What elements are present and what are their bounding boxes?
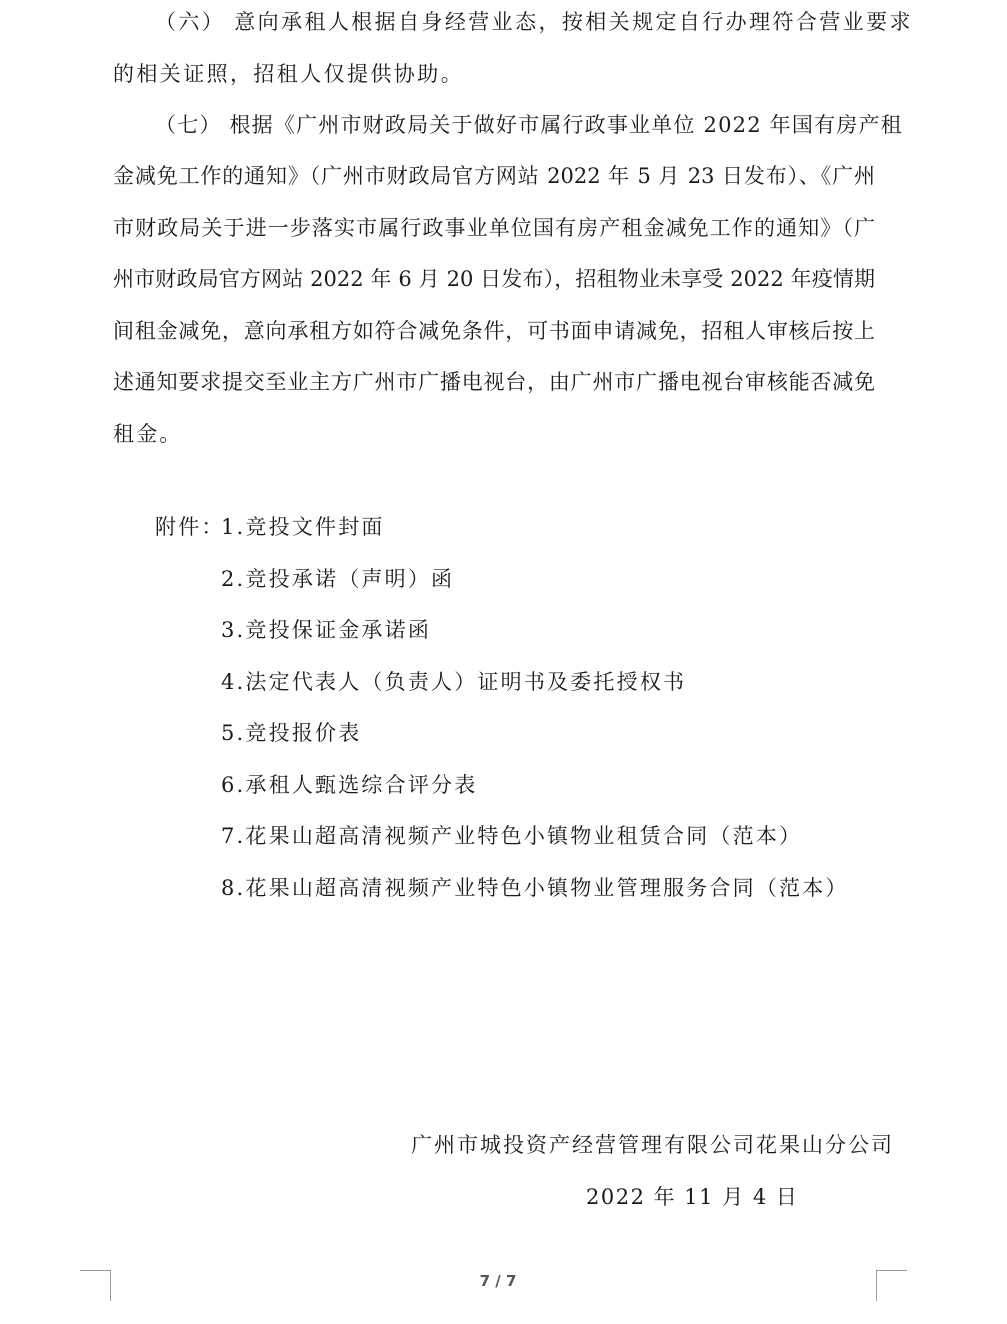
attachment-item: 7.花果山超高清视频产业特色小镇物业租赁合同（范本） [221, 824, 803, 848]
attachment-item: 2.竞投承诺（声明）函 [221, 567, 455, 591]
attachments-label: 附件： [155, 515, 225, 539]
attachment-item: 8.花果山超高清视频产业特色小镇物业管理服务合同（范本） [221, 876, 849, 900]
crop-mark-left [80, 1270, 111, 1301]
paragraph-6-line-2: 的相关证照，招租人仅提供协助。 [113, 62, 464, 86]
paragraph-7-line-1: （七） 根据《广州市财政局关于做好市属行政事业单位 2022 年国有房产租 [155, 113, 903, 137]
crop-mark-right [876, 1270, 907, 1301]
attachment-item: 6.承租人甄选综合评分表 [221, 773, 478, 797]
signature-company: 广州市城投资产经营管理有限公司花果山分公司 [411, 1133, 894, 1157]
paragraph-7-line-2: 金减免工作的通知》（广州市财政局官方网站 2022 年 5 月 23 日发布）、《广州 [113, 164, 875, 188]
page-number: 7 / 7 [479, 1272, 517, 1290]
paragraph-7-line-3: 市财政局关于进一步落实市属行政事业单位国有房产租金减免工作的通知》（广 [113, 216, 875, 240]
attachment-item: 5.竞投报价表 [221, 721, 362, 745]
paragraph-6-line-1: （六） 意向承租人根据自身经营业态，按相关规定自行办理符合营业要求 [155, 10, 913, 34]
paragraph-7-line-7: 租金。 [113, 422, 183, 446]
paragraph-7-line-6: 述通知要求提交至业主方广州市广播电视台，由广州市广播电视台审核能否减免 [113, 370, 875, 394]
paragraph-7-line-5: 间租金减免，意向承租方如符合减免条件，可书面申请减免，招租人审核后按上 [113, 319, 875, 343]
paragraph-7-line-4: 州市财政局官方网站 2022 年 6 月 20 日发布），招租物业未享受 2022 年疫情期 [113, 267, 875, 291]
attachment-item: 3.竞投保证金承诺函 [221, 618, 432, 642]
attachment-item: 1.竞投文件封面 [221, 515, 385, 539]
attachment-item: 4.法定代表人（负责人）证明书及委托授权书 [221, 670, 687, 694]
signature-date: 2022 年 11 月 4 日 [586, 1185, 799, 1209]
